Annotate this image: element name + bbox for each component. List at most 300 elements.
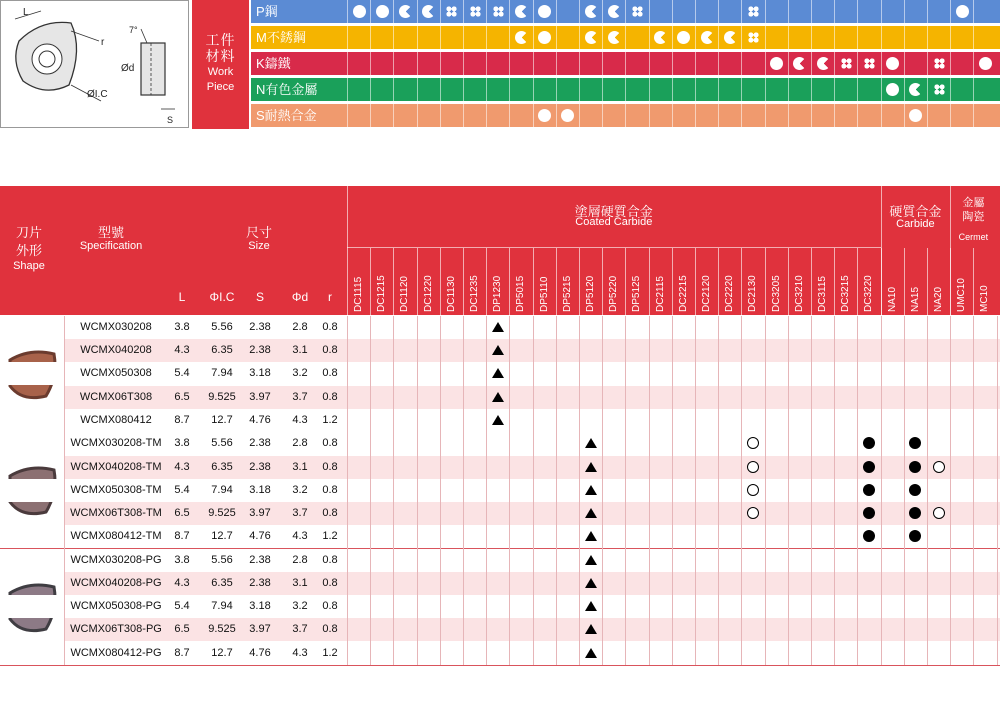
shape-header-en: Shape [13, 260, 45, 272]
workpiece-cell [904, 104, 927, 127]
workpiece-cell [881, 26, 904, 49]
grade-name: DC2120 [701, 275, 712, 312]
workpiece-cell [765, 26, 788, 49]
workpiece-row [251, 52, 1000, 75]
spec-cell: WCMX080412-PG [70, 646, 162, 659]
r-cell: 1.2 [322, 646, 338, 659]
grid-line [881, 316, 882, 665]
partial-circle-icon [515, 5, 528, 18]
grade-name: DP5220 [608, 275, 620, 312]
grade-divider [857, 248, 858, 315]
workpiece-cell [904, 0, 927, 23]
full-circle-icon [909, 109, 922, 122]
label-angle: 7° [129, 25, 138, 35]
grid-line [370, 316, 371, 665]
s-cell: 2.38 [249, 321, 271, 333]
L-cell: 3.8 [174, 321, 190, 333]
s-cell: 2.38 [249, 344, 271, 357]
workpiece-cell [347, 52, 370, 75]
L-cell: 4.3 [174, 577, 190, 589]
recommended-triangle-icon [585, 601, 597, 611]
workpiece-cell [695, 104, 718, 127]
workpiece-cell [393, 52, 416, 75]
grid-line [602, 316, 603, 665]
grade-divider [811, 248, 812, 315]
workpiece-cell [463, 52, 486, 75]
grade-column-header [695, 248, 718, 315]
four-dot-icon [631, 5, 644, 18]
grade-name: DP5215 [561, 275, 573, 312]
grade-divider [509, 248, 510, 315]
workpiece-cell [741, 104, 764, 127]
workpiece-cell [602, 78, 625, 101]
workpiece-cell [486, 52, 509, 75]
workpiece-cell [765, 0, 788, 23]
grade-name: MC10 [979, 285, 991, 312]
grade-name: DC2215 [677, 275, 689, 312]
grade-column-header [834, 248, 857, 315]
grade-name: NA15 [909, 286, 921, 312]
L-cell: 8.7 [174, 413, 190, 426]
grade-name: DC2130 [747, 275, 759, 312]
workpiece-cell [834, 26, 857, 49]
cermet-en: Cermet [958, 232, 989, 242]
workpiece-cell [649, 52, 672, 75]
workpiece-cell [718, 104, 741, 127]
workpiece-cell [417, 52, 440, 75]
grid-line [718, 316, 719, 665]
workpiece-cell [695, 0, 718, 23]
full-circle-icon [886, 57, 899, 70]
optional-ring-icon [933, 461, 945, 473]
workpiece-cell [649, 78, 672, 101]
workpiece-material-name: K鑄鐵 [256, 56, 291, 71]
r-cell: 0.8 [322, 367, 338, 380]
d-cell: 4.3 [292, 530, 308, 543]
d-cell: 3.1 [292, 577, 308, 589]
grade-column-header [579, 248, 602, 315]
workpiece-cell [370, 26, 393, 49]
workpiece-cell [811, 52, 834, 75]
L-cell: 4.3 [174, 344, 190, 357]
s-cell: 3.97 [249, 623, 271, 636]
ic-cell: 5.56 [211, 437, 233, 450]
workpiece-cell [857, 26, 880, 49]
spec-cell: WCMX050308 [80, 367, 152, 380]
workpiece-cell [509, 26, 532, 49]
workpiece-cell [625, 78, 648, 101]
L-cell: 8.7 [174, 646, 190, 659]
grade-divider [718, 248, 719, 315]
r-cell: 1.2 [322, 530, 338, 543]
r-cell: 0.8 [322, 507, 338, 519]
spec-cell: WCMX030208 [80, 321, 152, 333]
recommended-triangle-icon [585, 531, 597, 541]
grade-column-header [370, 248, 393, 315]
workpiece-cell [440, 78, 463, 101]
r-cell: 0.8 [322, 390, 338, 403]
partial-circle-icon [793, 57, 806, 70]
grade-name: DC1235 [469, 275, 480, 312]
d-cell: 3.7 [292, 507, 308, 519]
partial-circle-icon [422, 5, 435, 18]
workpiece-cell [556, 26, 579, 49]
grade-name: DP5120 [585, 275, 596, 312]
first-choice-dot-icon [863, 461, 875, 473]
full-circle-icon [770, 57, 783, 70]
workpiece-cell [741, 0, 764, 23]
recommended-triangle-icon [492, 415, 504, 425]
grade-column-header [625, 248, 648, 315]
L-cell: 8.7 [174, 530, 190, 543]
spec-cell: WCMX080412 [80, 413, 152, 426]
ic-cell: 6.35 [211, 577, 233, 589]
partial-circle-icon [399, 5, 412, 18]
workpiece-cell [741, 52, 764, 75]
d-cell: 2.8 [292, 437, 308, 450]
grade-name: DC1115 [353, 276, 364, 312]
grid-line [741, 316, 742, 665]
col-r-header: r [328, 290, 332, 304]
label-s: S [167, 115, 174, 125]
workpiece-row [251, 26, 1000, 49]
workpiece-label-en-2: Piece [206, 81, 235, 93]
workpiece-cell [556, 104, 579, 127]
grid-line [672, 316, 673, 665]
workpiece-cell [904, 78, 927, 101]
grid-line [765, 316, 766, 665]
four-dot-icon [469, 5, 482, 18]
d-cell: 4.3 [292, 646, 308, 659]
carbide-en: Carbide [896, 218, 935, 230]
workpiece-cell [625, 52, 648, 75]
workpiece-cell [718, 78, 741, 101]
workpiece-cell [440, 52, 463, 75]
workpiece-cell [950, 0, 973, 23]
workpiece-cell [625, 104, 648, 127]
workpiece-cell [765, 52, 788, 75]
workpiece-cell [741, 78, 764, 101]
recommended-triangle-icon [585, 485, 597, 495]
workpiece-cell [950, 78, 973, 101]
workpiece-cell [649, 26, 672, 49]
full-circle-icon [376, 5, 389, 18]
grid-line [695, 316, 696, 665]
recommended-triangle-icon [492, 322, 504, 332]
workpiece-cell [486, 26, 509, 49]
grid-line [417, 316, 418, 665]
workpiece-cell [533, 78, 556, 101]
s-cell: 3.97 [249, 507, 271, 519]
spec-cell: WCMX030208-PG [70, 553, 162, 566]
shape-header-zh-1: 刀片 [15, 225, 42, 240]
L-cell: 6.5 [174, 623, 190, 636]
workpiece-cell [533, 52, 556, 75]
grid-line [997, 316, 998, 665]
full-circle-icon [538, 31, 551, 44]
cermet-zh-1: 金屬 [962, 197, 985, 209]
first-choice-dot-icon [863, 484, 875, 496]
s-cell: 2.38 [249, 577, 271, 589]
workpiece-cell [486, 0, 509, 23]
grade-name: DC3215 [840, 275, 852, 312]
workpiece-label-en-1: Work [207, 66, 234, 78]
grade-divider [370, 248, 371, 315]
four-dot-icon [933, 57, 946, 70]
ic-cell: 12.7 [211, 530, 233, 543]
workpiece-cell [811, 78, 834, 101]
grade-column-header [788, 248, 811, 315]
workpiece-cell [904, 52, 927, 75]
r-cell: 0.8 [322, 460, 338, 473]
workpiece-cell [857, 78, 880, 101]
workpiece-cell [602, 26, 625, 49]
ic-cell: 6.35 [211, 460, 233, 473]
ic-cell: 9.525 [208, 507, 236, 519]
grid-line [440, 316, 441, 665]
grade-divider [602, 248, 603, 315]
optional-ring-icon [747, 461, 759, 473]
d-cell: 2.8 [292, 553, 308, 566]
grade-column-header [556, 248, 579, 315]
workpiece-cell [347, 26, 370, 49]
r-cell: 0.8 [322, 553, 338, 566]
grid-line [857, 316, 858, 665]
s-cell: 3.18 [249, 367, 271, 380]
grade-column-header [904, 248, 927, 315]
workpiece-cell [486, 104, 509, 127]
r-cell: 0.8 [322, 577, 338, 589]
partial-circle-icon [608, 31, 621, 44]
L-cell: 4.3 [174, 460, 190, 473]
recommended-triangle-icon [585, 624, 597, 634]
d-cell: 3.7 [292, 623, 308, 636]
grade-column-header [602, 248, 625, 315]
four-dot-icon [445, 5, 458, 18]
workpiece-cell [556, 0, 579, 23]
workpiece-cell [881, 104, 904, 127]
workpiece-cell [718, 52, 741, 75]
grade-divider [393, 248, 394, 315]
workpiece-cell [347, 0, 370, 23]
workpiece-cell [370, 104, 393, 127]
workpiece-cell [579, 26, 602, 49]
grade-column-header [417, 248, 440, 315]
workpiece-cell [672, 78, 695, 101]
workpiece-cell [927, 0, 950, 23]
workpiece-cell [440, 0, 463, 23]
grid-line [788, 316, 789, 665]
r-cell: 0.8 [322, 600, 338, 613]
grade-name: DC1130 [445, 276, 457, 312]
grade-column-header [765, 248, 788, 315]
workpiece-row [251, 0, 1000, 23]
workpiece-cell [533, 26, 556, 49]
workpiece-cell [881, 0, 904, 23]
workpiece-cell [556, 52, 579, 75]
workpiece-material-name: P鋼 [256, 4, 278, 19]
workpiece-cell [811, 104, 834, 127]
grid-line [904, 316, 905, 665]
grade-divider [788, 248, 789, 315]
partial-circle-icon [515, 31, 528, 44]
first-choice-dot-icon [863, 507, 875, 519]
recommended-triangle-icon [585, 462, 597, 472]
grade-column-header [533, 248, 556, 315]
grade-divider [579, 248, 580, 315]
grade-name: DP1230 [492, 275, 504, 312]
workpiece-cell [973, 104, 996, 127]
grade-column-header [393, 248, 416, 315]
label-ic: ØI.C [87, 89, 108, 100]
grid-line [834, 316, 835, 665]
spec-cell: WCMX050308-TM [70, 483, 162, 496]
carbide-zh: 硬質合金 [889, 204, 942, 219]
grade-name: DC3115 [817, 276, 828, 312]
grid-line [579, 316, 580, 665]
four-dot-icon [747, 5, 760, 18]
grade-divider [649, 248, 650, 315]
workpiece-cell [625, 26, 648, 49]
workpiece-cell [486, 78, 509, 101]
grade-column-header [927, 248, 950, 315]
spec-cell: WCMX030208-TM [70, 437, 162, 450]
workpiece-cell [463, 0, 486, 23]
grade-divider [904, 248, 905, 315]
s-cell: 3.18 [249, 483, 271, 496]
four-dot-icon [747, 31, 760, 44]
workpiece-cell [602, 52, 625, 75]
workpiece-cell [857, 52, 880, 75]
full-circle-icon [538, 5, 551, 18]
workpiece-cell [950, 26, 973, 49]
workpiece-material-name: M不銹鋼 [256, 30, 306, 45]
recommended-triangle-icon [492, 368, 504, 378]
workpiece-cell [788, 0, 811, 23]
spec-header-zh: 型號 [97, 225, 124, 240]
grid-line [533, 316, 534, 665]
grade-divider [765, 248, 766, 315]
workpiece-cell [950, 104, 973, 127]
workpiece-cell [811, 0, 834, 23]
optional-ring-icon [933, 507, 945, 519]
workpiece-cell [950, 52, 973, 75]
grade-name: DC2220 [724, 275, 736, 312]
workpiece-cell [741, 26, 764, 49]
d-cell: 3.2 [292, 367, 308, 380]
workpiece-cell [927, 78, 950, 101]
workpiece-cell [672, 26, 695, 49]
workpiece-cell [417, 26, 440, 49]
grade-divider [486, 248, 487, 315]
r-cell: 0.8 [322, 344, 338, 357]
grade-divider [556, 248, 557, 315]
spec-cell: WCMX040208 [80, 344, 152, 357]
workpiece-row [251, 104, 1000, 127]
workpiece-cell [788, 52, 811, 75]
workpiece-cell [857, 0, 880, 23]
grade-name: DC1120 [399, 276, 411, 312]
workpiece-cell [579, 52, 602, 75]
label-d: Ød [121, 63, 135, 74]
grade-divider [695, 248, 696, 315]
workpiece-cell [765, 104, 788, 127]
workpiece-cell [973, 52, 996, 75]
full-circle-icon [561, 109, 574, 122]
workpiece-cell [509, 52, 532, 75]
grid-line [463, 316, 464, 665]
workpiece-cell [579, 104, 602, 127]
workpiece-label-zh-1: 工件 [205, 32, 236, 48]
full-circle-icon [353, 5, 366, 18]
grade-column-header [881, 248, 904, 315]
recommended-triangle-icon [492, 392, 504, 402]
full-circle-icon [979, 57, 992, 70]
partial-circle-icon [724, 31, 737, 44]
workpiece-cell [672, 52, 695, 75]
workpiece-cell [509, 78, 532, 101]
workpiece-cell [834, 0, 857, 23]
grid-line [950, 316, 951, 665]
ic-cell: 7.94 [211, 483, 233, 496]
workpiece-cell [509, 104, 532, 127]
grid-line [556, 316, 557, 665]
workpiece-cell [695, 78, 718, 101]
ic-cell: 12.7 [211, 646, 233, 659]
workpiece-cell [393, 0, 416, 23]
grid-line [811, 316, 812, 665]
partial-circle-icon [585, 5, 598, 18]
workpiece-cell [417, 78, 440, 101]
d-cell: 3.1 [292, 460, 308, 473]
workpiece-cell [463, 78, 486, 101]
recommended-triangle-icon [492, 345, 504, 355]
cermet-zh-2: 陶瓷 [962, 211, 985, 223]
recommended-triangle-icon [585, 555, 597, 565]
workpiece-cell [393, 26, 416, 49]
shape-header-zh-2: 外形 [15, 243, 42, 258]
grid-line [625, 316, 626, 665]
grade-column-header [672, 248, 695, 315]
workpiece-cell [788, 104, 811, 127]
grade-name: DP5125 [631, 275, 643, 312]
col-s-header: S [255, 290, 264, 304]
workpiece-cell [672, 0, 695, 23]
workpiece-cell [463, 26, 486, 49]
recommended-triangle-icon [585, 578, 597, 588]
grade-name: DC2115 [654, 276, 666, 312]
spec-cell: WCMX040208-PG [70, 577, 162, 589]
spec-cell: WCMX050308-PG [70, 600, 162, 613]
workpiece-cell [973, 78, 996, 101]
ic-cell: 5.56 [211, 321, 233, 333]
spec-cell: WCMX06T308-TM [70, 507, 162, 519]
grade-column-header [463, 248, 486, 315]
s-cell: 4.76 [249, 646, 271, 659]
grade-divider [625, 248, 626, 315]
grade-column-header [649, 248, 672, 315]
workpiece-row [251, 78, 1000, 101]
grade-column-header [973, 248, 996, 315]
grid-line [486, 316, 487, 665]
workpiece-cell [347, 78, 370, 101]
grade-divider [973, 248, 974, 315]
workpiece-cell [695, 52, 718, 75]
coated-carbide-zh: 塗層硬質合金 [574, 204, 653, 219]
workpiece-cell [370, 52, 393, 75]
workpiece-cell [625, 0, 648, 23]
workpiece-cell [347, 104, 370, 127]
